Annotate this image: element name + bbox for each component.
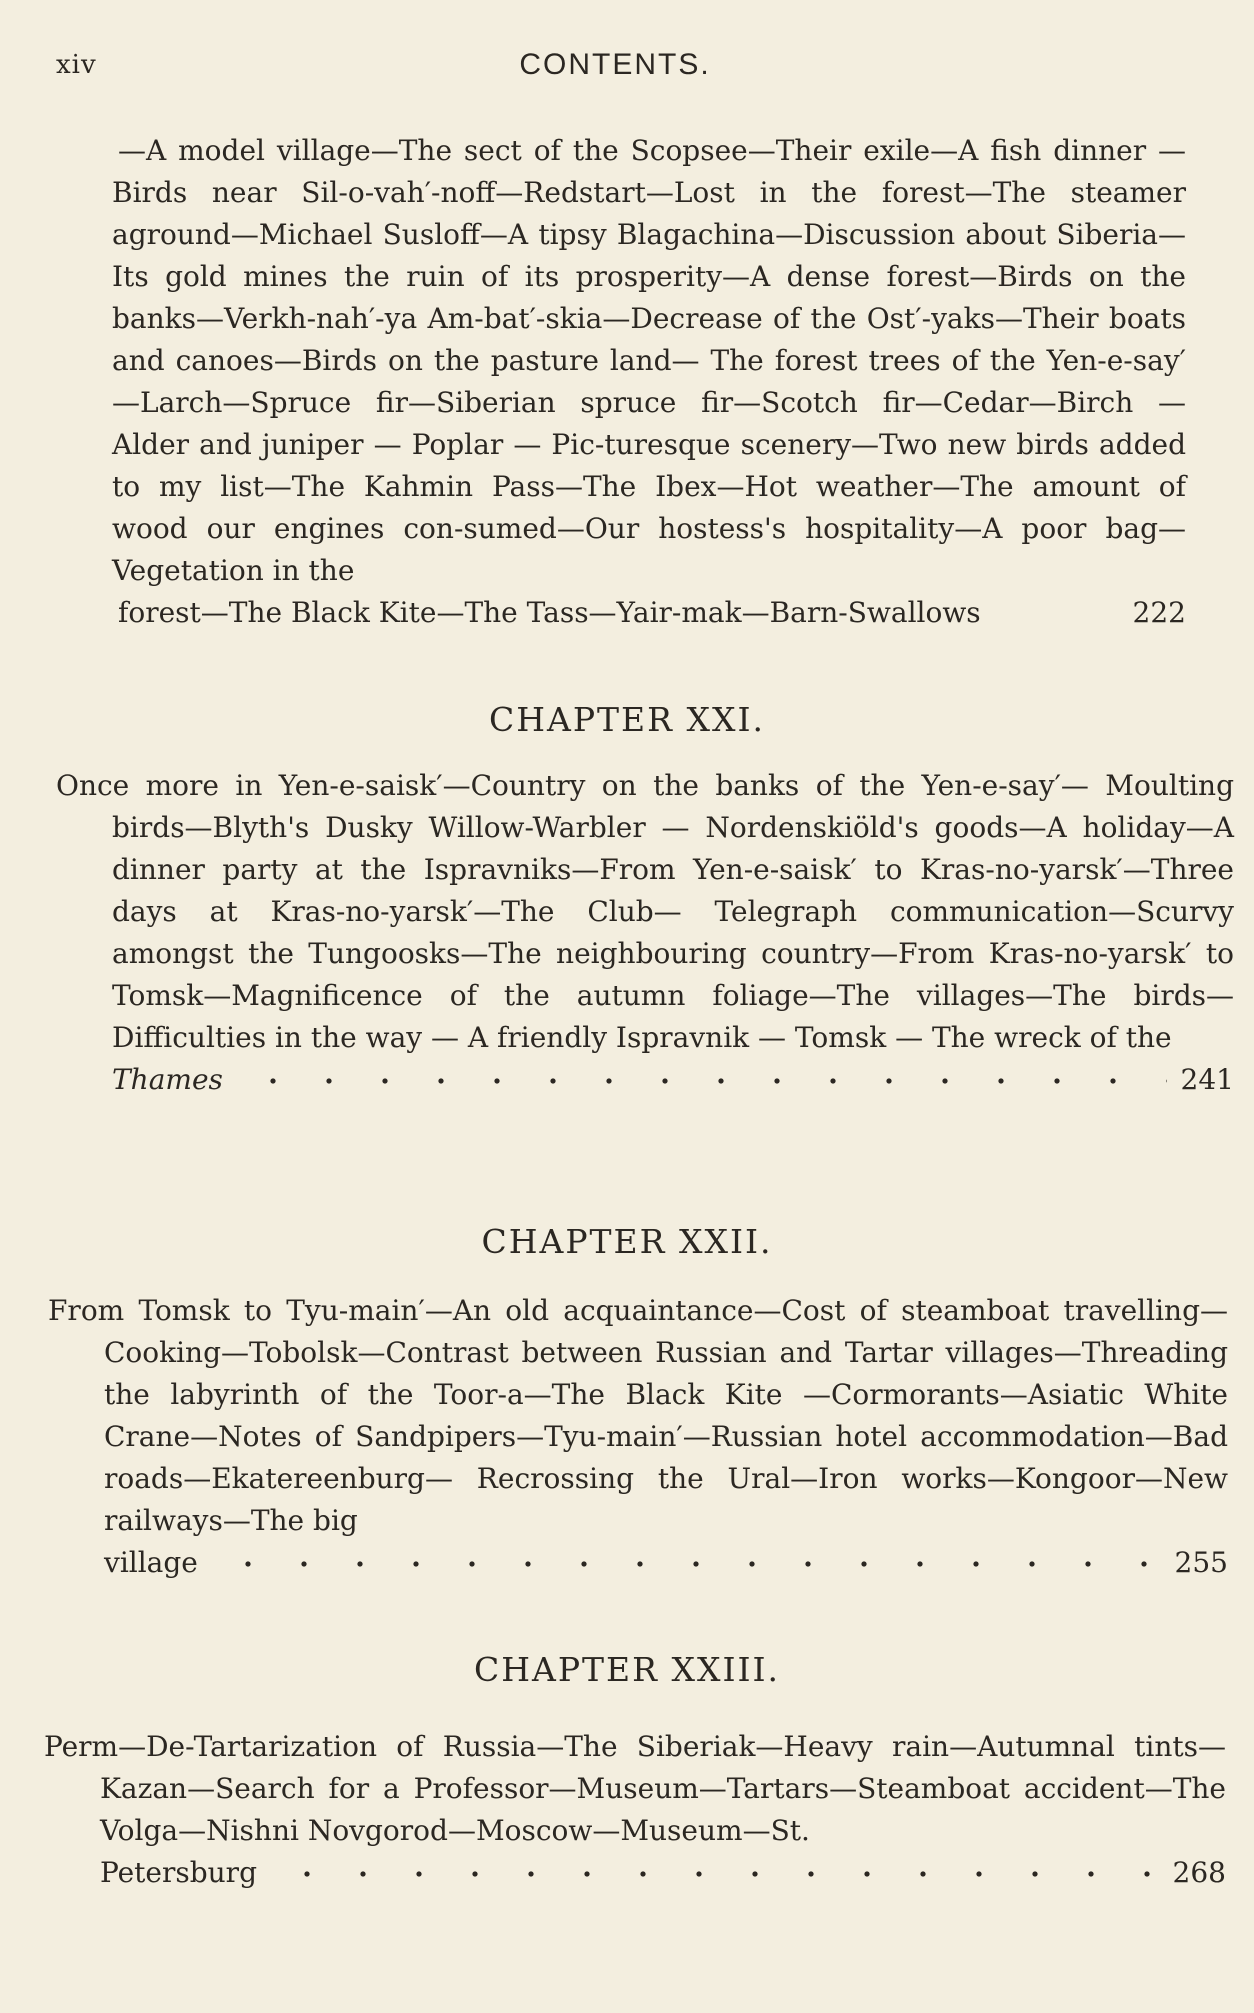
contents-entry-continued: [112, 130, 1186, 634]
page-number: 241: [1180, 1063, 1234, 1096]
entry-tail: [100, 1852, 1226, 1894]
entry-tail: [112, 592, 1186, 634]
chapter-entry: [56, 765, 1234, 1101]
chapter-heading: CHAPTER XXIII.: [473, 1650, 781, 1689]
page-number: 222: [1132, 596, 1186, 629]
page-number: 268: [1172, 1856, 1226, 1889]
entry-tail: [112, 1059, 1234, 1101]
entry-summary: Once more in Yen-e-saisk′—Country on the banks of the Yen-e-say′— Moulting birds—Blyth's Dusky Willow-Warbler — Nordenskiöld's goods—A holiday—A dinner party at the Ispravniks—From Yen-e-saisk′ to Kras-no-yarsk′—Three days at Kras-no-yarsk′—The Club— Telegraph communication—Scurvy amongst the Tungoosks—The neighbouring country—From Kras-no-yarsk′ to Tomsk—Magnificence of the autumn foliage—The villages—The birds—Difficulties in the way — A friendly Ispravnik — Tomsk — The wreck of the: [56, 769, 1234, 1054]
page-number: 255: [1174, 1546, 1228, 1579]
dot-leader: [212, 1560, 1161, 1568]
page-title: CONTENTS.: [519, 48, 711, 81]
entry-summary: From Tomsk to Tyu-main′—An old acquaintance—Cost of steamboat travelling—Cooking—Tobolsk—Contrast between Russian and Tartar villages—Threading the labyrinth of the Toor-a—The Black Kite —Cormorants—Asiatic White Crane—Notes of Sandpipers—Tyu-main′—Russian hotel accommodation—Bad roads—Ekatereenburg— Recrossing the Ural—Iron works—Kongoor—New railways—The big: [48, 1294, 1228, 1537]
chapter-entry: [44, 1726, 1226, 1894]
chapter-entry: [48, 1290, 1228, 1584]
dot-leader: [237, 1077, 1167, 1085]
entry-last-words: Petersburg: [100, 1856, 257, 1889]
entry-last-words: forest—The Black Kite—The Tass—Yair-mak—Barn-Swallows: [118, 596, 981, 629]
entry-summary: Perm—De-Tartarization of Russia—The Siberiak—Heavy rain—Autumnal tints—Kazan—Search for a Professor—Museum—Tartars—Steamboat accident—The Volga—Nishni Novgorod—Moscow—Museum—St.: [44, 1730, 1226, 1847]
entry-summary: —A model village—The sect of the Scopsee—Their exile—A fish dinner —Birds near Sil-o-vah′-noff—Redstart—Lost in the forest—The steamer aground—Michael Susloff—A tipsy Blagachina—Discussion about Siberia—Its gold mines the ruin of its prosperity—A dense forest—Birds on the banks—Verkh-nah′-ya Am-bat′-skia—Decrease of the Ost′-yaks—Their boats and canoes—Birds on the pasture land— The forest trees of the Yen-e-say′—Larch—Spruce fir—Siberian spruce fir—Scotch fir—Cedar—Birch — Alder and juniper — Poplar — Pic-turesque scenery—Two new birds added to my list—The Kahmin Pass—The Ibex—Hot weather—The amount of wood our engines con-sumed—Our hostess's hospitality—A poor bag—Vegetation in the: [112, 134, 1186, 587]
chapter-heading: CHAPTER XXI.: [488, 700, 765, 739]
dot-leader: [271, 1870, 1159, 1878]
entry-tail: [104, 1542, 1228, 1584]
chapter-heading: CHAPTER XXII.: [481, 1222, 773, 1261]
running-head: [56, 50, 1174, 90]
page-folio: xiv: [56, 50, 97, 80]
entry-last-words: village: [104, 1546, 198, 1579]
entry-last-words: Thames: [112, 1063, 223, 1096]
